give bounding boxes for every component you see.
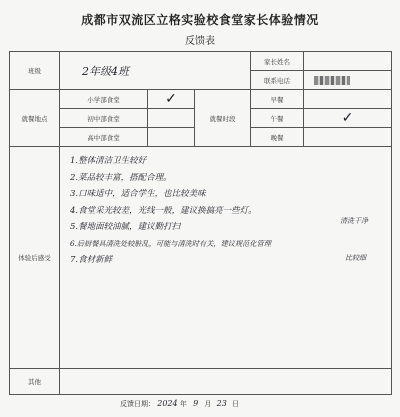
phone-value [304, 71, 392, 90]
time-label: 就餐时段 [195, 90, 251, 147]
feedback-item: 5.餐地面较油腻，建议勤打扫 [70, 222, 181, 232]
meal-dinner-check [304, 128, 392, 147]
meal-lunch: 午餐 [251, 109, 304, 128]
date-label: 反馈日期： [120, 400, 155, 408]
date-day-unit: 日 [232, 400, 240, 408]
location-high-check [148, 128, 195, 147]
location-middle-check [148, 109, 195, 128]
meal-dinner: 晚餐 [251, 128, 304, 147]
class-label: 班级 [10, 52, 60, 90]
form-title: 成都市双流区立格实验校食堂家长体验情况 [81, 13, 319, 27]
feedback-table [9, 51, 392, 395]
feedback-item: 1.整体清洁卫生较好 [70, 156, 147, 166]
feedback-margin-note: 清洗干净 [340, 217, 368, 225]
date-year: 2024 [157, 399, 178, 408]
feedback-content [60, 147, 392, 369]
form-subtitle: 反馈表 [185, 36, 215, 47]
other-value [60, 369, 392, 395]
parent-name-value [304, 52, 392, 71]
date-day: 23 [216, 399, 227, 408]
meal-lunch-check [304, 109, 392, 128]
class-value-cell [60, 52, 251, 90]
class-value: 2年级4班 [82, 64, 129, 78]
check-icon: ✓ [341, 110, 354, 126]
feedback-item: 2.菜品较丰富，搭配合理。 [70, 172, 172, 183]
location-option-high: 高中部食堂 [60, 128, 148, 147]
feedback-date [120, 399, 239, 409]
feedback-item: 7.食材新鲜 [70, 255, 113, 265]
parent-name-label: 家长姓名 [251, 52, 304, 71]
other-label: 其他 [10, 369, 60, 395]
location-label: 就餐地点 [10, 90, 60, 147]
location-option-primary: 小学部食堂 [60, 90, 148, 109]
feedback-list [60, 153, 391, 269]
date-year-unit: 年 [179, 400, 187, 408]
feedback-item: 6.后厨餐具清洗处较脏乱，可能与清洗时有关，建议规范化管理 [70, 238, 271, 248]
date-month-unit: 月 [204, 400, 212, 408]
meal-breakfast-check [304, 90, 392, 109]
check-icon: ✓ [165, 91, 177, 107]
feedback-margin-note: 比较细 [345, 254, 366, 262]
location-option-middle: 初中部食堂 [60, 109, 148, 128]
location-check-cell [148, 90, 195, 109]
feedback-item: 3.口味适中，适合学生，也比较美味 [70, 189, 206, 199]
feedback-item: 4.食堂采光较差，光线一般，建议换搞亮一些灯。 [70, 205, 257, 216]
date-month: 9 [193, 399, 199, 408]
redacted-phone [314, 76, 350, 85]
meal-breakfast: 早餐 [251, 90, 304, 109]
feedback-label: 体验后感受 [10, 147, 60, 369]
phone-label: 联系电话 [251, 71, 304, 90]
